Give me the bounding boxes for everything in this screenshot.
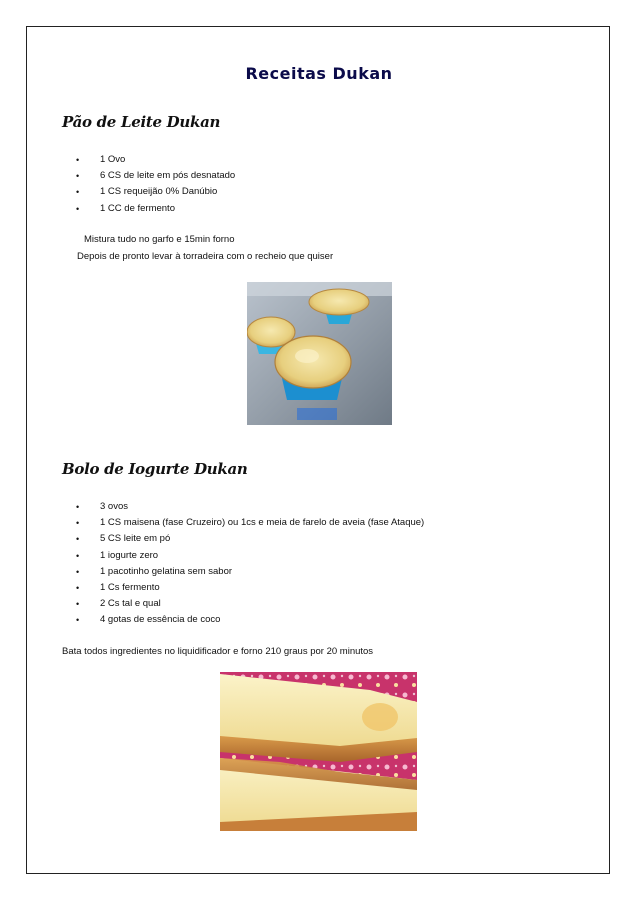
document-title: Receitas Dukan: [245, 64, 393, 83]
list-item: • 1 Ovo: [62, 152, 235, 168]
recipe-photo-pao-de-leite: [247, 282, 392, 425]
bullet-icon: •: [76, 518, 80, 529]
muffins-photo-illustration: [247, 282, 392, 425]
recipe-heading-pao-de-leite: Pão de Leite Dukan: [62, 113, 221, 131]
list-item: • 1 pacotinho gelatina sem sabor: [62, 564, 424, 580]
cake-photo-illustration: [220, 672, 417, 831]
list-item: • 3 ovos: [62, 499, 424, 515]
list-item: • 1 CS maisena (fase Cruzeiro) ou 1cs e meia de farelo de aveia (fase Ataque): [62, 515, 424, 531]
list-item: • 6 CS de leite em pós desnatado: [62, 168, 235, 184]
bullet-icon: •: [76, 550, 80, 561]
instruction-line: Bata todos ingredientes no liquidificador e forno 210 graus por 20 minutos: [62, 646, 374, 657]
recipe-photo-bolo-de-iogurte: [220, 672, 417, 831]
list-item: • 5 CS leite em pó: [62, 531, 424, 547]
list-item: • 1 CS requeijão 0% Danúbio: [62, 184, 235, 200]
ingredient-list-pao-de-leite: [62, 152, 235, 217]
bullet-icon: •: [76, 534, 80, 545]
list-item: • 1 CC de fermento: [62, 201, 235, 217]
bullet-icon: •: [76, 187, 80, 198]
list-item: • 1 Cs fermento: [62, 580, 424, 596]
list-item: • 1 iogurte zero: [62, 548, 424, 564]
bullet-icon: •: [76, 203, 80, 214]
instruction-line: Mistura tudo no garfo e 15min forno: [84, 234, 235, 245]
bullet-icon: •: [76, 583, 80, 594]
instruction-line: Depois de pronto levar à torradeira com o recheio que quiser: [77, 251, 334, 262]
list-item: • 2 Cs tal e qual: [62, 596, 424, 612]
bullet-icon: •: [76, 615, 80, 626]
bullet-icon: •: [76, 502, 80, 512]
list-item: • 4 gotas de essência de coco: [62, 612, 424, 628]
bullet-icon: •: [76, 155, 80, 165]
recipe-heading-bolo-de-iogurte: Bolo de Iogurte Dukan: [62, 460, 248, 478]
bullet-icon: •: [76, 171, 80, 182]
bullet-icon: •: [76, 566, 80, 577]
bullet-icon: •: [76, 599, 80, 610]
ingredient-list-bolo-de-iogurte: [62, 499, 424, 629]
